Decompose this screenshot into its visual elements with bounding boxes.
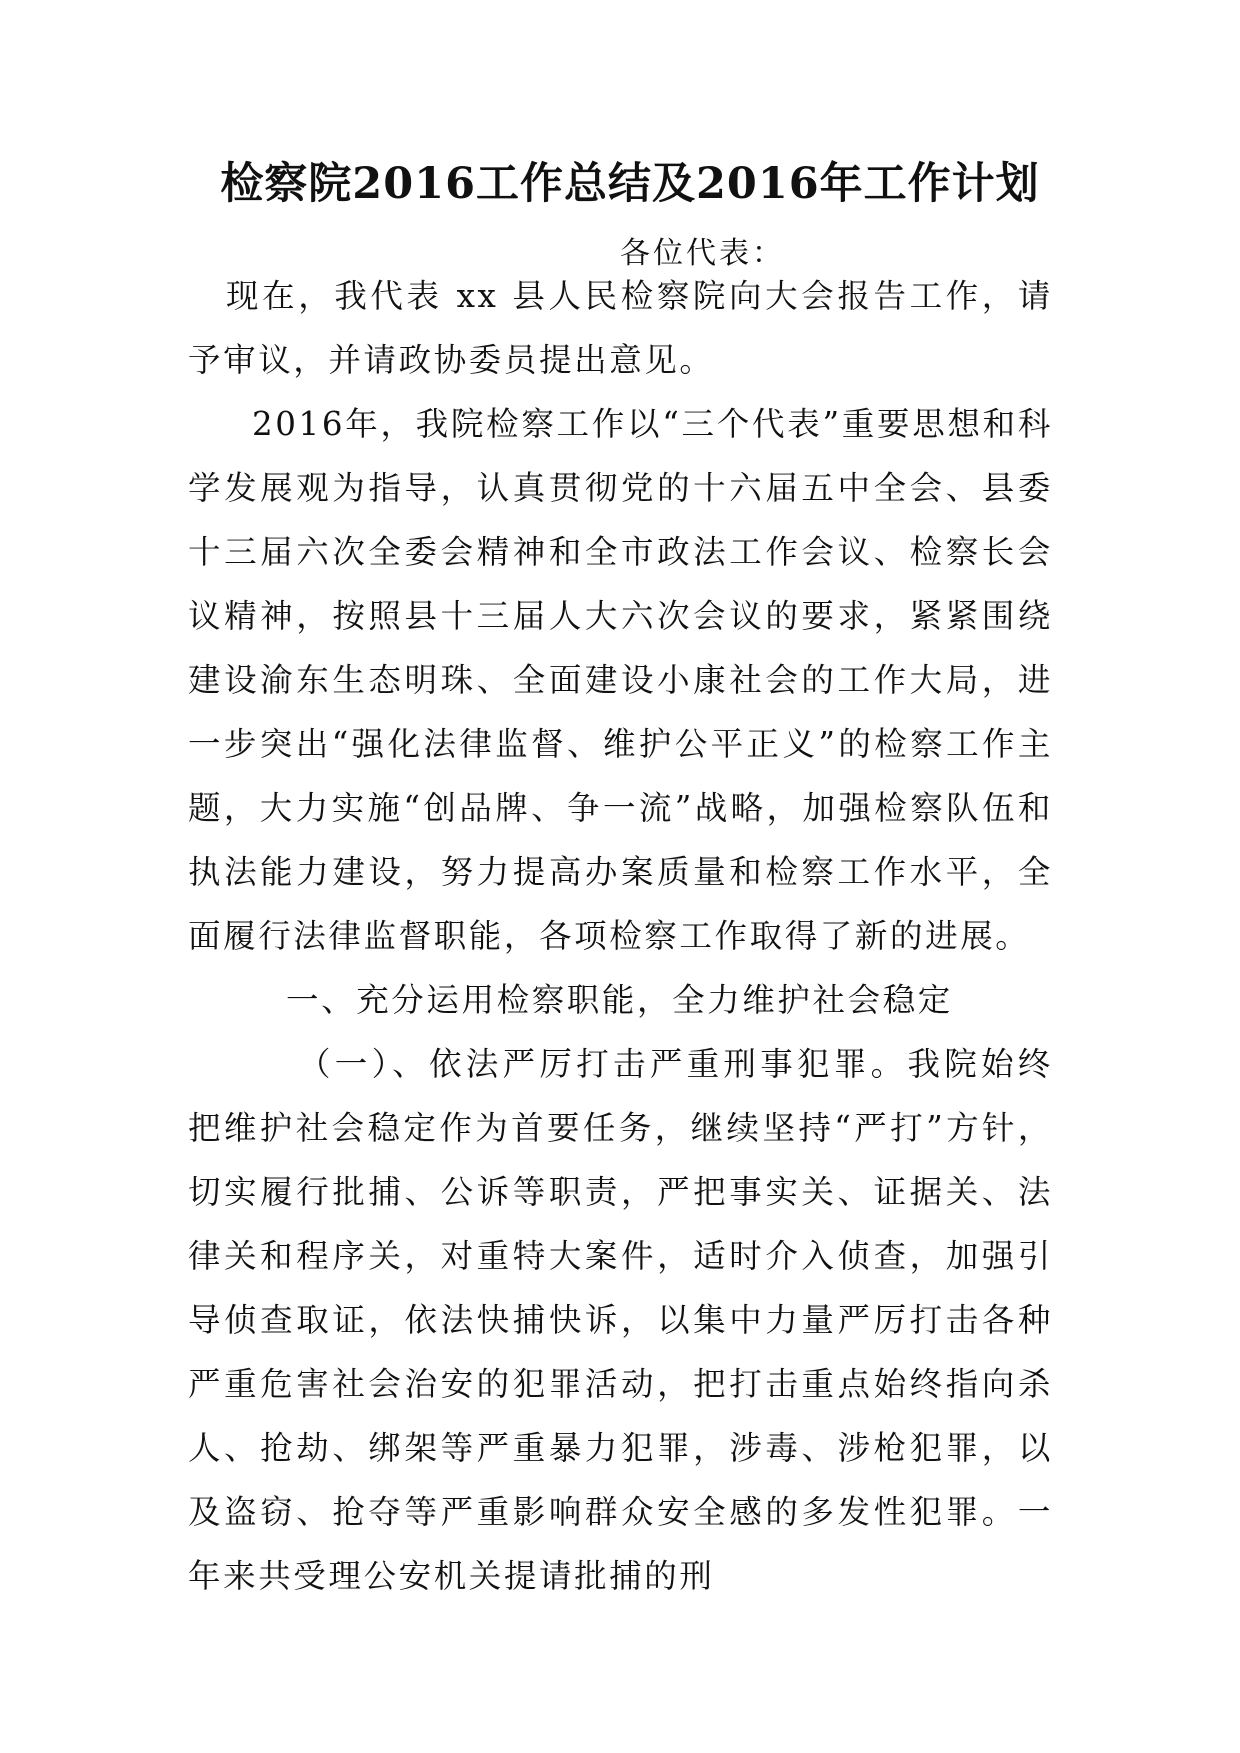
document-title: 检察院2016工作总结及2016年工作计划 [220, 159, 1040, 209]
document-body [188, 264, 1053, 1608]
paragraph-overview: 2016年，我院检察工作以“三个代表”重要思想和科学发展观为指导，认真贯彻党的十六届五中全会、县委十三届六次全委会精神和全市政法工作会议、检察长会议精神，按照县十三届人大六次会议的要求，紧紧围绕建设渝东生态明珠、全面建设小康社会的工作大局，进一步突出“强化法律监督、维护公平正义”的检察工作主题，大力实施“创品牌、争一流”战略，加强检察队伍和执法能力建设，努力提高办案质量和检察工作水平，全面履行法律监督职能，各项检察工作取得了新的进展。 [188, 405, 1053, 955]
salutation: 各位代表： [620, 236, 785, 271]
paragraph-intro: 现在，我代表 xx 县人民检察院向大会报告工作，请予审议，并请政协委员提出意见。 [188, 277, 1053, 379]
section-heading: 一、充分运用检察职能，全力维护社会稳定 [286, 981, 953, 1019]
paragraph-section-1: （一）、依法严厉打击严重刑事犯罪。我院始终把维护社会稳定作为首要任务，继续坚持“严打”方针，切实履行批捕、公诉等职责，严把事实关、证据关、法律关和程序关，对重特大案件，适时介入侦查，加强引导侦查取证，依法快捕快诉，以集中力量严厉打击各种严重危害社会治安的犯罪活动，把打击重点始终指向杀人、抢劫、绑架等严重暴力犯罪，涉毒、涉枪犯罪，以及盗窃、抢夺等严重影响群众安全感的多发性犯罪。一年来共受理公安机关提请批捕的刑 [188, 1045, 1053, 1595]
